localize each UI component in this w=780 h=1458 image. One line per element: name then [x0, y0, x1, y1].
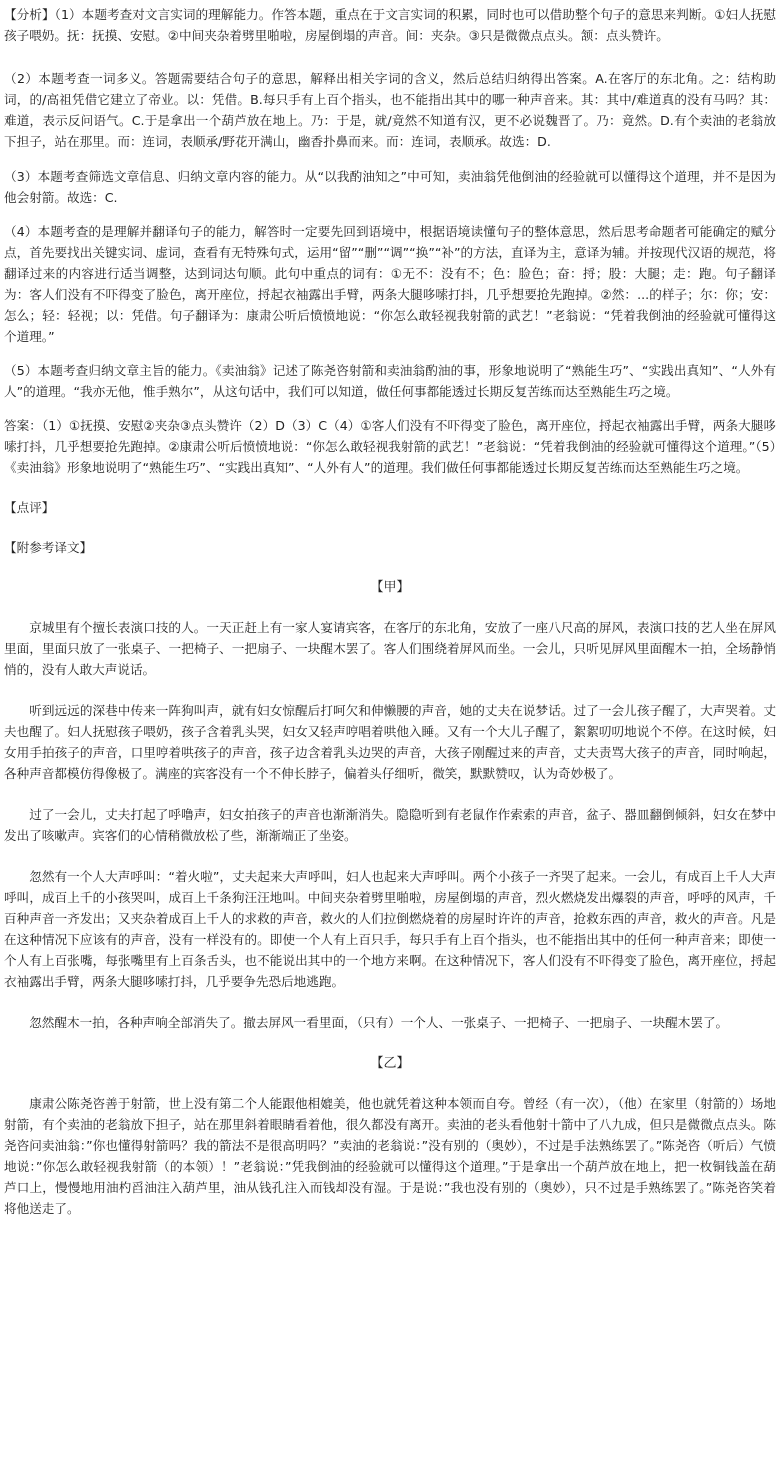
jia-paragraph-4: 忽然有一个人大声呼叫：“着火啦”，丈夫起来大声呼叫，妇人也起来大声呼叫。两个小孩子一齐哭了起来。一会儿，有成百上千人大声呼叫，成百上千的小孩哭叫，成百上千条狗汪汪地叫。中间夹杂着劈里啪啦，房屋倒塌的声音，烈火燃烧发出爆裂的声音，呼呼的风声，千百种声音一齐发出；又夹杂着成百上千人的求救的声音，救火的人们拉倒燃烧着的房屋时许许的声音，抢救东西的声音，救火的声音。凡是在这种情况下应该有的声音，没有一样没有的。即使一个人有上百只手，每只手有上百个指头，也不能指出其中的任何一种声音来；即使一个人有上百张嘴，每张嘴里有上百条舌头，也不能说出其中的一个地方来啊。在这种情况下，客人们没有不吓得变了脸色，离开座位，捋起衣袖露出手臂，两条大腿哆嗦打抖，几乎要争先恐后地逃跑。: [4, 869, 776, 989]
yi-paragraph: 康肃公陈尧咨善于射箭，世上没有第二个人能跟他相媲美，他也就凭着这种本领而自夸。曾经（有一次），（他）在家里（射箭的）场地射箭，有个卖油的老翁放下担子，站在那里斜着眼睛看着他，很久都没有离开。卖油的老头看他射十箭中了八九成，但只是微微点点头。陈尧咨问卖油翁：”你也懂得射箭吗？我的箭法不是很高明吗？”卖油的老翁说：”没有别的（奥妙），不过是手法熟练罢了。”陈尧咨（听后）气愤地说：”你怎么敢轻视我射箭（的本领）！”老翁说：”凭我倒油的经验就可以懂得这个道理。”于是拿出一个葫芦放在地上，把一枚铜钱盖在葫芦口上，慢慢地用油杓舀油注入葫芦里，油从钱孔注入而钱却没有湿。于是说：”我也没有别的（奥妙），只不过是手熟练罢了。”陈尧咨笑着将他送走了。: [4, 1096, 776, 1216]
jia-heading: 【甲】: [370, 580, 410, 595]
analysis-q4-paragraph: （4）本题考查的是理解并翻译句子的能力，解答时一定要先回到语境中，根据语境读懂句子的整体意思，然后思考命题者可能确定的赋分点，首先要找出关键实词、虚词，查看有无特殊句式，运用“留”“删”“调”“换”“补”的方法，直译为主，意译为辅。并按现代汉语的规范，将翻译过来的内容进行适当调整，达到词达句顺。此句中重点的词有：①无不：没有不；色：脸色；奋：捋；股：大腿；走：跑。句子翻译为：客人们没有不吓得变了脸色，离开座位，捋起衣袖露出手臂，两条大腿哆嗦打抖，几乎想要抢先跑掉。②然：...的样子；尔：你；安：怎么；轻：轻视；以：凭借。句子翻译为：康肃公听后愤愤地说：“你怎么敢轻视我射箭的武艺！”老翁说：“凭着我倒油的经验就可懂得这个道理。”: [4, 224, 776, 344]
analysis-q1-paragraph: [4, 4, 776, 46]
jia-paragraph-2: 听到远远的深巷中传来一阵狗叫声，就有妇女惊醒后打呵欠和伸懒腰的声音，她的丈夫在说梦话。过了一会儿孩子醒了，大声哭着。丈夫也醒了。妇人抚慰孩子喂奶，孩子含着乳头哭，妇女又轻声哼唱着哄他入睡。又有一个大儿子醒了，絮絮叨叨地说个不停。在这时候，妇女用手拍孩子的声音，口里哼着哄孩子的声音，孩子边含着乳头边哭的声音，大孩子刚醒过来的声音，丈夫责骂大孩子的声音，同时响起，各种声音都模仿得像极了。满座的宾客没有一个不伸长脖子，偏着头仔细听，微笑，默默赞叹，认为奇妙极了。: [4, 703, 776, 781]
jia-paragraph-1: 京城里有个擅长表演口技的人。一天正赶上有一家人宴请宾客，在客厅的东北角，安放了一座八尺高的屏风，表演口技的艺人坐在屏风里面，里面只放了一张桌子、一把椅子、一把扇子、一块醒木罢了。客人们围绕着屏风而坐。一会儿，只听见屏风里面醒木一拍，全场静悄悄的，没有人敢大声说话。: [4, 620, 776, 677]
jia-paragraph-3: 过了一会儿，丈夫打起了呼噜声，妇女拍孩子的声音也渐渐消失。隐隐听到有老鼠作作索索的声音，盆子、器皿翻倒倾斜，妇女在梦中发出了咳嗽声。宾客们的心情稍微放松了些，渐渐端正了坐姿。: [4, 807, 776, 843]
yi-heading: 【乙】: [370, 1056, 410, 1071]
answer-paragraph: 答案：（1）①抚摸、安慰②夹杂③点头赞许（2）D（3）C（4）①客人们没有不吓得变了脸色，离开座位，捋起衣袖露出手臂，两条大腿哆嗦打抖，几乎想要抢先跑掉。②康肃公听后愤愤地说：“你怎么敢轻视我射箭的武艺！”老翁说：“凭着我倒油的经验就可懂得这个道理。”（5）《卖油翁》形象地说明了“熟能生巧”、“实践出真知”、“人外有人”的道理。我们做任何事都能透过长期反复苦练而达至熟能生巧之境。: [4, 418, 776, 475]
analysis-q5-paragraph: （5）本题考查归纳文章主旨的能力。《卖油翁》记述了陈尧咨射箭和卖油翁酌油的事，形象地说明了“熟能生巧”、“实践出真知”、“人外有人”的道理。“我亦无他，惟手熟尔”，从这句话中，我们可以知道，做任何事都能透过长期反复苦练而达至熟能生巧之境。: [4, 363, 776, 399]
comment-label: 【点评】: [4, 500, 55, 515]
analysis-label: 【分析】: [4, 7, 55, 22]
jia-paragraph-5: 忽然醒木一拍，各种声响全部消失了。撤去屏风一看里面，（只有）一个人、一张桌子、一把椅子、一把扇子、一块醒木罢了。: [29, 1015, 729, 1030]
analysis-q2-paragraph: （2）本题考查一词多义。答题需要结合句子的意思，解释出相关字词的含义，然后总结归纳得出答案。A.在客厅的东北角。之：结构助词，的/高祖凭借它建立了帝业。以：凭借。B.每只手有上百个指头，也不能指出其中的哪一种声音来。其：其中/难道真的没有马吗？其：难道，表示反问语气。C.于是拿出一个葫芦放在地上。乃：于是，就/竟然不知道有汉，更不必说魏晋了。乃：竟然。D.有个卖油的老翁放下担子，站在那里。而：连词，表顺承/野花开满山，幽香扑鼻而来。而：连词，表顺承。故选：D.: [4, 71, 776, 149]
translation-label: 【附参考译文】: [4, 540, 93, 555]
analysis-q3-paragraph: （3）本题考查筛选文章信息、归纳文章内容的能力。从“以我酌油知之”中可知，卖油翁凭他倒油的经验就可以懂得这个道理，并不是因为他会射箭。故选：C.: [4, 169, 776, 205]
analysis-q1-text: （1）本题考查对文言实词的理解能力。作答本题，重点在于文言实词的积累，同时也可以借助整个句子的意思来判断。①妇人抚慰孩子喂奶。抚：抚摸、安慰。②中间夹杂着劈里啪啦，房屋倒塌的声音。间：夹杂。③只是微微点点头。颔：点头赞许。: [4, 7, 777, 43]
